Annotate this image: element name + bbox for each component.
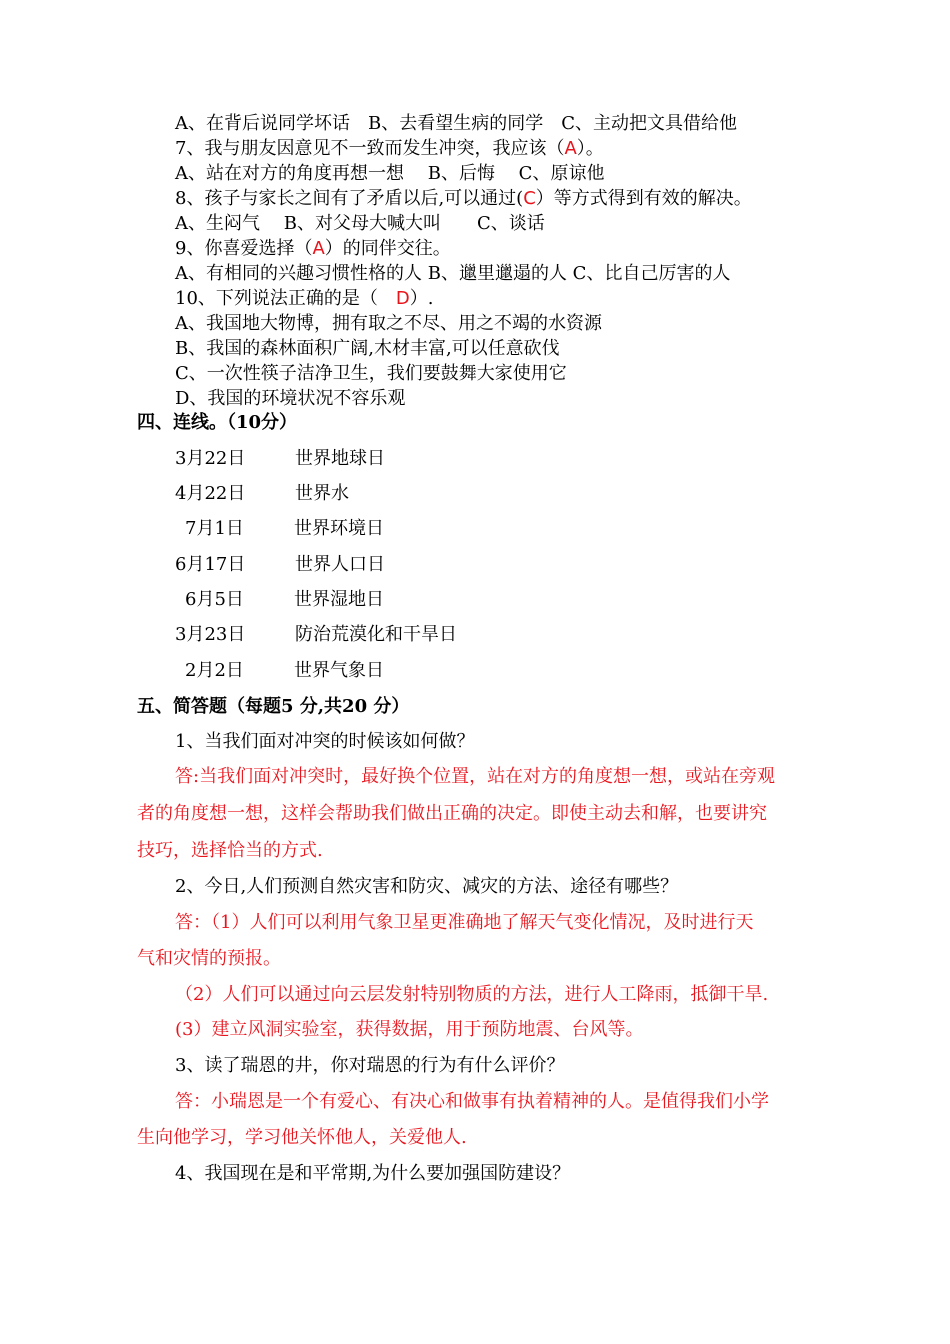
q7-text-end: ）。 <box>576 138 604 159</box>
q8-options: A、生闷气 B、对父母大喊大叫 C、谈话 <box>175 213 545 234</box>
match-item: 世界湿地日 <box>294 589 384 610</box>
q6-options: A、在背后说同学坏话 B、去看望生病的同学 C、主动把文具借给他 <box>175 113 737 134</box>
match-row <box>185 518 384 540</box>
q9-question <box>175 238 451 260</box>
answer-q1-line: 者的角度想一想，这样会帮助我们做出正确的决定。即使主动去和解，也要讲究 <box>137 803 767 824</box>
q10-option-a: A、我国地大物博，拥有取之不尽、用之不竭的水资源 <box>175 313 602 334</box>
answer-q2-line: （2）人们可以通过向云层发射特别物质的方法，进行人工降雨，抵御干旱. <box>175 984 769 1005</box>
short-answer-q1: 1、当我们面对冲突的时候该如何做？ <box>175 731 475 752</box>
q9-text: 9、你喜爱选择（ <box>175 238 313 259</box>
match-date: 4月22日 <box>175 483 246 504</box>
match-item: 世界环境日 <box>294 518 384 539</box>
q9-options: A、有相同的兴趣习惯性格的人 B、邋里邋遢的人 C、比自己厉害的人 <box>175 263 731 284</box>
q9-answer: A <box>312 238 325 259</box>
q8-text: 8、孩子与家长之间有了矛盾以后,可以通过( <box>175 188 524 209</box>
answer-q2-line: 气和灾情的预报。 <box>137 948 281 969</box>
match-item: 世界水 <box>295 483 349 504</box>
section5-title: 五、简答题（每题5 分,共20 分） <box>137 696 410 717</box>
match-item: 世界气象日 <box>294 660 384 681</box>
answer-q1-line: 技巧，选择恰当的方式. <box>137 840 323 861</box>
match-row <box>175 624 457 646</box>
answer-q2-line: 答：（1）人们可以利用气象卫星更准确地了解天气变化情况，及时进行天 <box>175 912 754 933</box>
q8-answer: C <box>523 188 536 209</box>
short-answer-q2: 2、今日,人们预测自然灾害和防灾、减灾的方法、途径有哪些？ <box>175 876 679 897</box>
q7-answer: A <box>564 138 577 159</box>
q10-answer: D <box>395 288 410 309</box>
match-row <box>175 448 385 470</box>
q10-option-b: B、我国的森林面积广阔,木材丰富,可以任意砍伐 <box>175 338 560 359</box>
q10-option-c: C、一次性筷子洁净卫生，我们要鼓舞大家使用它 <box>175 363 567 384</box>
match-date: 3月23日 <box>175 624 246 645</box>
section4-title: 四、连线。（10分） <box>137 412 298 433</box>
answer-q2-line: (3）建立风洞实验室，获得数据，用于预防地震、台风等。 <box>175 1019 644 1040</box>
q7-text: 7、我与朋友因意见不一致而发生冲突，我应该（ <box>175 138 565 159</box>
q10-question <box>175 288 434 310</box>
answer-q3-line: 生向他学习，学习他关怀他人，关爱他人. <box>137 1127 467 1148</box>
match-row <box>175 554 385 576</box>
q10-text-end: ）. <box>409 288 434 309</box>
match-date: 3月22日 <box>175 448 246 469</box>
q7-question <box>175 138 604 160</box>
q9-text-end: ）的同伴交往。 <box>324 238 451 259</box>
match-date: 2月2日 <box>185 660 244 681</box>
answer-q3-line: 答：小瑞恩是一个有爱心、有决心和做事有执着精神的人。是值得我们小学 <box>175 1091 769 1112</box>
match-row <box>175 483 349 505</box>
short-answer-q4: 4、我国现在是和平常期,为什么要加强国防建设？ <box>175 1163 571 1184</box>
match-date: 6月5日 <box>185 589 244 610</box>
match-row <box>185 589 384 611</box>
q8-question <box>175 188 752 210</box>
answer-q1-line: 答:当我们面对冲突时，最好换个位置，站在对方的角度想一想，或站在旁观 <box>175 766 776 787</box>
match-date: 7月1日 <box>185 518 244 539</box>
short-answer-q3: 3、读了瑞恩的井，你对瑞恩的行为有什么评价？ <box>175 1055 565 1076</box>
match-item: 世界人口日 <box>295 554 385 575</box>
q7-options: A、站在对方的角度再想一想 B、后悔 C、原谅他 <box>175 163 605 184</box>
match-item: 防治荒漠化和干旱日 <box>295 624 457 645</box>
q10-option-d: D、我国的环境状况不容乐观 <box>175 388 406 409</box>
match-date: 6月17日 <box>175 554 246 575</box>
q8-text-end: ）等方式得到有效的解决。 <box>535 188 752 209</box>
match-row <box>185 660 384 682</box>
match-item: 世界地球日 <box>295 448 385 469</box>
q10-text: 10、下列说法正确的是（ <box>175 288 396 309</box>
